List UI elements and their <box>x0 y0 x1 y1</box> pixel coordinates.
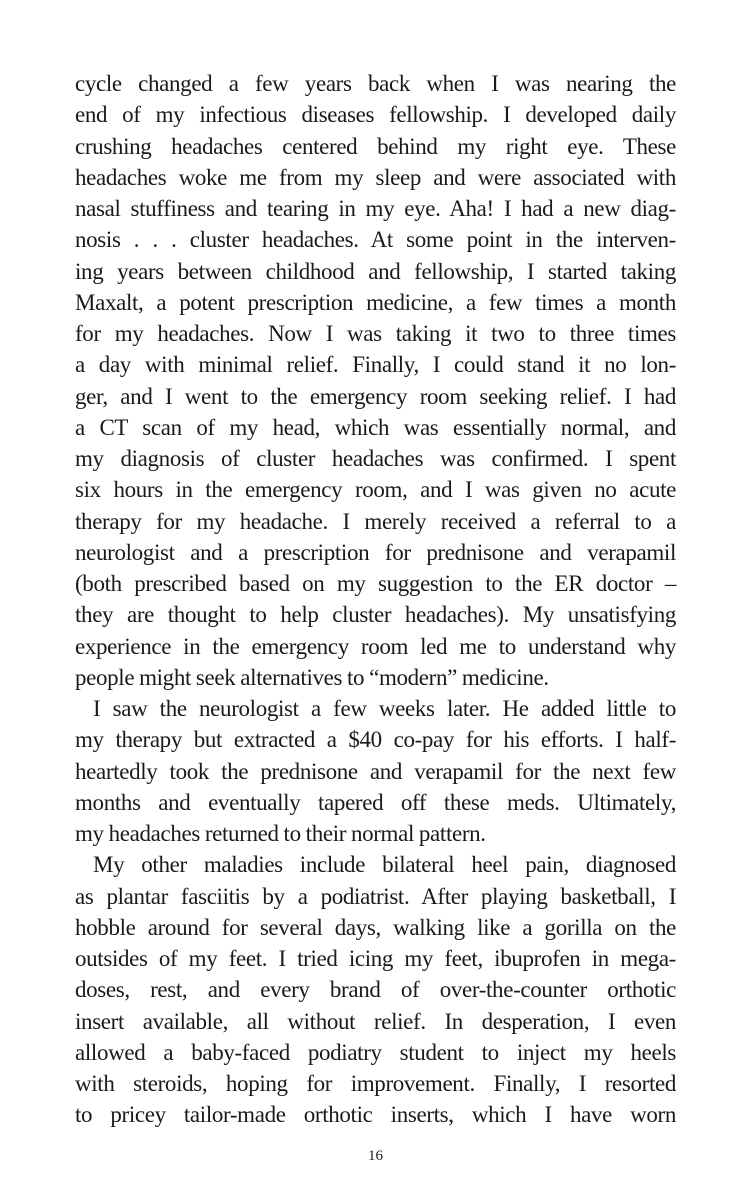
text-line: to pricey tailor-made orthotic inserts, which I have worn <box>75 1102 676 1128</box>
text-line: with steroids, hoping for improvement. Finally, I resorted <box>75 1071 676 1096</box>
text-line: experience in the emergency room led me to understand why <box>75 633 676 659</box>
text-line: as plantar fasciitis by a podiatrist. After playing basketball, I <box>75 883 676 909</box>
text-line: my therapy but extracted a $40 co-pay for his efforts. I half- <box>75 727 676 753</box>
paragraph-1 <box>75 68 676 693</box>
text-line: nosis . . . cluster headaches. At some point in the interven- <box>75 227 676 253</box>
text-line: (both prescribed based on my suggestion to the ER doctor – <box>75 571 676 596</box>
text-line: doses, rest, and every brand of over-the-counter orthotic <box>75 977 676 1003</box>
text-line: hobble around for several days, walking like a gorilla on the <box>75 914 676 940</box>
text-line: cycle changed a few years back when I was nearing the <box>75 71 676 96</box>
text-line: ing years between childhood and fellowship, I started taking <box>75 258 676 284</box>
text-line: six hours in the emergency room, and I was given no acute <box>75 477 676 503</box>
text-line: My other maladies include bilateral heel pain, diagnosed <box>93 852 676 878</box>
book-page-body <box>75 68 676 1131</box>
paragraph-2 <box>75 693 676 849</box>
text-line: nasal stuffiness and tearing in my eye. Aha! I had a new diag- <box>75 196 676 221</box>
text-line: a day with minimal relief. Finally, I could stand it no lon- <box>75 352 676 378</box>
text-line: my headaches returned to their normal pattern. <box>75 821 486 846</box>
text-line: for my headaches. Now I was taking it two to three times <box>75 321 676 346</box>
text-line: a CT scan of my head, which was essentially normal, and <box>75 414 676 440</box>
text-line: end of my infectious diseases fellowship. I developed daily <box>75 102 676 128</box>
text-line: people might seek alternatives to “modern” medicine. <box>75 664 549 690</box>
paragraph-3 <box>75 849 676 1130</box>
text-line: neurologist and a prescription for prednisone and verapamil <box>75 539 676 565</box>
text-line: months and eventually tapered off these meds. Ultimately, <box>75 789 676 815</box>
text-line: headaches woke me from my sleep and were associated with <box>75 164 676 190</box>
text-line: I saw the neurologist a few weeks later. He added little to <box>93 696 676 721</box>
text-line: therapy for my headache. I merely received a referral to a <box>75 508 676 534</box>
text-line: Maxalt, a potent prescription medicine, a few times a month <box>75 289 676 315</box>
text-line: outsides of my feet. I tried icing my feet, ibuprofen in mega- <box>75 946 676 971</box>
page-number: 16 <box>368 1148 383 1164</box>
text-line: crushing headaches centered behind my right eye. These <box>75 133 676 159</box>
text-line: my diagnosis of cluster headaches was confirmed. I spent <box>75 446 676 471</box>
text-line: they are thought to help cluster headaches). My unsatisfying <box>75 602 676 628</box>
text-line: allowed a baby-faced podiatry student to inject my heels <box>75 1039 676 1065</box>
text-line: heartedly took the prednisone and verapamil for the next few <box>75 758 676 784</box>
text-line: insert available, all without relief. In desperation, I even <box>75 1008 676 1034</box>
text-line: ger, and I went to the emergency room seeking relief. I had <box>75 383 676 409</box>
